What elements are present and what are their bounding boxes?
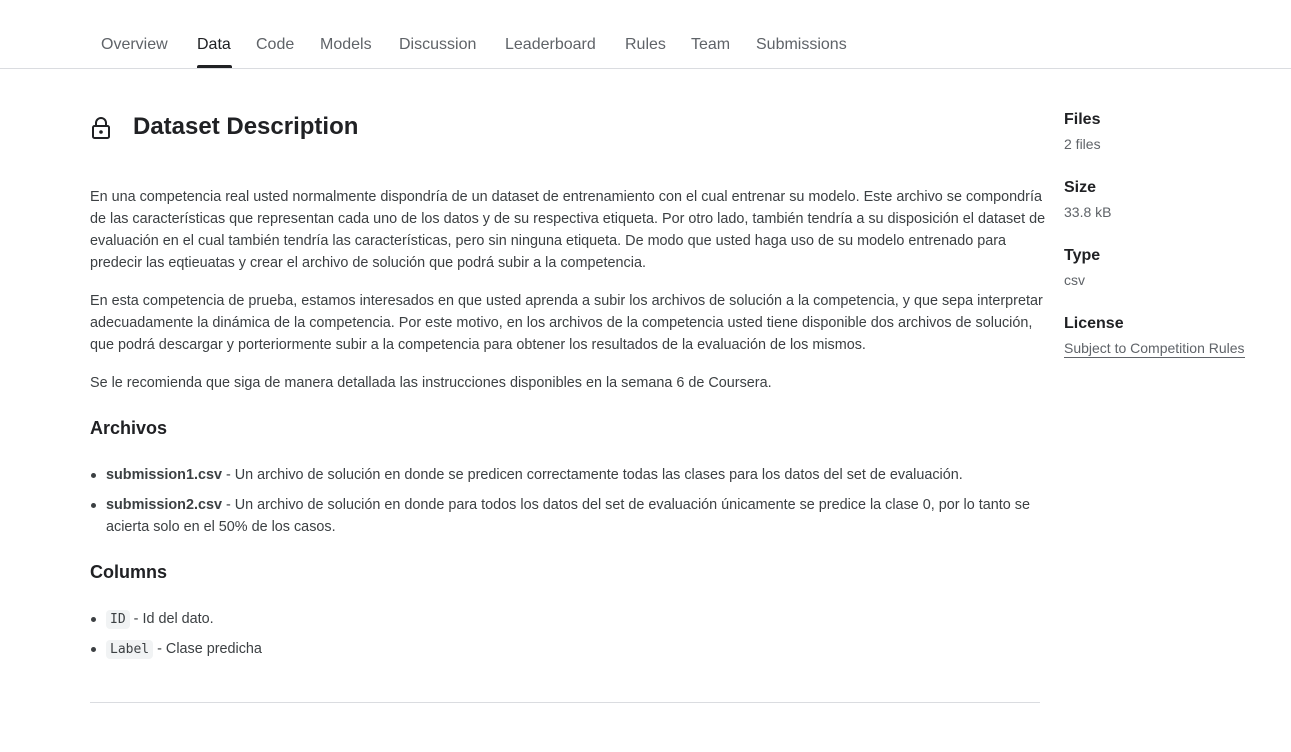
columns-heading: Columns (90, 562, 168, 582)
file-description: - Un archivo de solución en donde para todos los datos del set de evaluación únicamente se predice la clase 0, por lo tanto se acierta solo en el 50% de los casos. (106, 497, 1030, 535)
license-value (1064, 338, 1245, 358)
tab-submissions[interactable]: Submissions (756, 36, 847, 53)
bullet (91, 473, 96, 478)
description-paragraph-2: En esta competencia de prueba, estamos interesados en que usted aprenda a subir los archivos de solución a la competencia, y que sepa interpretar adecuadamente la dinámica de la competencia. Por este motivo, en los archivos de la competencia usted tiene disponible dos archivos de solución, que podrá descargar y porteriormente subir a la competencia para obtener los resultados de la evaluación de los mismos. (90, 293, 1043, 353)
size-value: 33.8 kB (1064, 204, 1112, 220)
tab-discussion[interactable]: Discussion (399, 36, 477, 53)
bullet (91, 647, 96, 652)
bullet (91, 503, 96, 508)
license-label: License (1064, 315, 1124, 332)
column-description: - Id del dato. (129, 611, 214, 627)
list-item (106, 608, 1046, 631)
description-paragraph-3: Se le recomienda que siga de manera detallada las instrucciones disponibles en la semana 6 de Coursera. (90, 375, 772, 391)
tab-models[interactable]: Models (320, 36, 372, 53)
lock-icon (90, 116, 112, 140)
competition-tabs (0, 0, 1291, 69)
column-name: Label (106, 640, 153, 659)
archivos-heading: Archivos (90, 418, 168, 438)
license-link[interactable]: Subject to Competition Rules (1064, 340, 1245, 356)
column-name: ID (106, 610, 130, 629)
tab-team[interactable]: Team (691, 36, 731, 53)
list-item (106, 638, 1046, 661)
tab-code[interactable]: Code (256, 36, 295, 53)
file-name: submission2.csv (106, 497, 222, 513)
type-value: csv (1064, 272, 1085, 288)
list-item (106, 494, 1046, 538)
tab-data[interactable]: Data (197, 36, 231, 53)
size-label: Size (1064, 179, 1097, 196)
file-description: - Un archivo de solución en donde se predicen correctamente todas las clases para los datos del set de evaluación. (221, 467, 963, 483)
active-tab-indicator (197, 65, 232, 68)
tab-rules[interactable]: Rules (625, 36, 666, 53)
description-paragraph-1: En una competencia real usted normalmente dispondría de un dataset de entrenamiento con el cual entrenar su modelo. Este archivo se compondría de las características que representan cada uno de los datos y de su respectiva etiqueta. Por otro lado, también tendría a su disposición el dataset de evaluación en el cual también tendría las características, pero sin ninguna etiqueta. De modo que usted haga uso de su modelo entrenado para predecir las eqtieuatas y crear el archivo de solución que podrá subir a la competencia. (90, 189, 1046, 271)
section-divider (90, 702, 1040, 703)
column-description: - Clase predicha (153, 641, 262, 657)
page-title: Dataset Description (133, 113, 359, 140)
list-item (106, 464, 1046, 486)
tab-leaderboard[interactable]: Leaderboard (505, 36, 596, 53)
files-value: 2 files (1064, 136, 1101, 152)
bullet (91, 617, 96, 622)
tab-overview[interactable]: Overview (101, 36, 168, 53)
files-label: Files (1064, 111, 1101, 128)
file-name: submission1.csv (106, 467, 222, 483)
type-label: Type (1064, 247, 1101, 264)
